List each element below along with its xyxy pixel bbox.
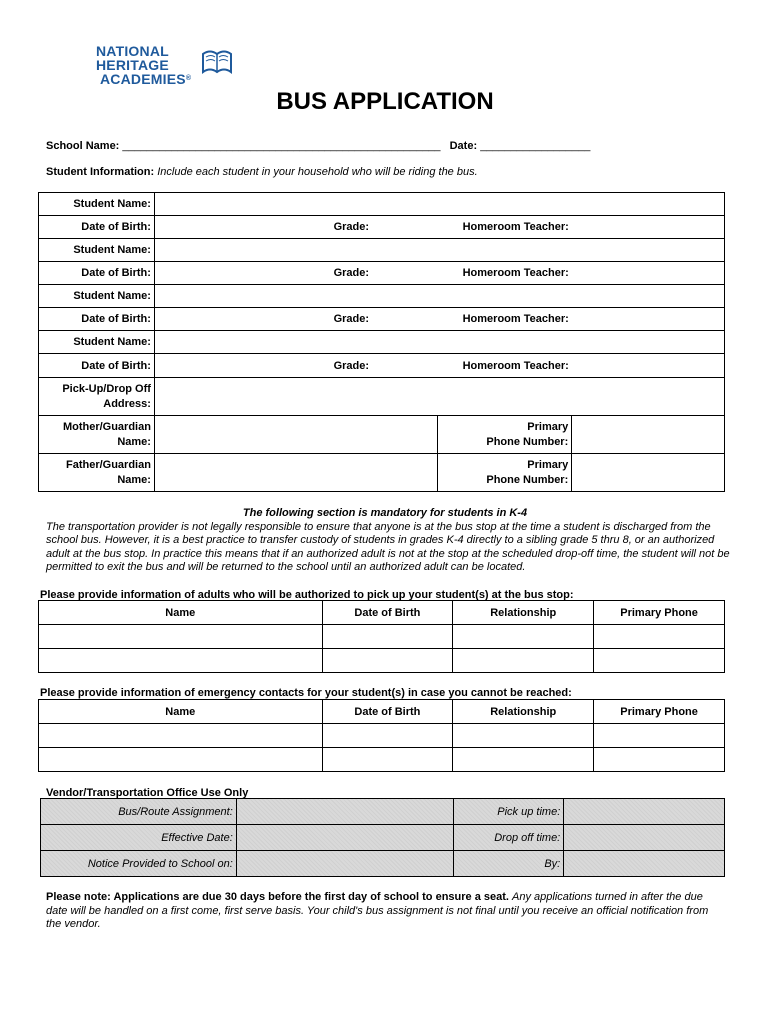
dob-input[interactable] — [154, 308, 314, 331]
mother-phone-label: Primary Phone Number: — [438, 416, 572, 454]
student-name-label: Student Name: — [39, 331, 155, 354]
logo-text — [96, 44, 191, 86]
pickup-input[interactable] — [564, 799, 725, 825]
student-info-label: Student Information: — [46, 166, 155, 178]
school-line — [46, 140, 590, 152]
teacher-input[interactable] — [572, 354, 725, 378]
grade-input[interactable] — [372, 262, 438, 285]
father-row — [39, 454, 725, 492]
phone-cell[interactable] — [594, 625, 725, 649]
date-field[interactable]: __________________ — [480, 140, 591, 152]
teacher-input[interactable] — [572, 216, 725, 239]
table-header-row — [39, 700, 725, 724]
route-input[interactable] — [236, 799, 454, 825]
teacher-label: Homeroom Teacher: — [438, 216, 572, 239]
dob-label: Date of Birth: — [39, 262, 155, 285]
mother-label: Mother/Guardian Name: — [39, 416, 155, 454]
by-input[interactable] — [564, 851, 725, 877]
mother-phone-input[interactable] — [572, 416, 725, 454]
student-name-input[interactable] — [154, 285, 724, 308]
logo-line-3: ACADEMIES® — [100, 71, 192, 87]
father-phone-input[interactable] — [572, 454, 725, 492]
relationship-cell[interactable] — [453, 649, 594, 673]
teacher-label: Homeroom Teacher: — [438, 354, 572, 378]
relationship-cell[interactable] — [453, 748, 594, 772]
relationship-cell[interactable] — [453, 724, 594, 748]
phone-cell[interactable] — [594, 724, 725, 748]
name-cell[interactable] — [39, 625, 323, 649]
table-header-row — [39, 601, 725, 625]
relationship-cell[interactable] — [453, 625, 594, 649]
mandatory-body: The transportation provider is not legally responsible to ensure that anyone is at the bus stop at the time a student is discharged from the school bus. However, it is a best practice to transfer custody of students in grades K-4 directly to a sibling grade 5 thru 8, or an authorized adult at the bus stop. In practice this means that if an authorized adult is not at the stop at the scheduled drop-off time, the student will not be permitted to exit the bus and will be returned to the school until an authorized adult can be located. — [46, 520, 730, 573]
dropoff-label: Drop off time: — [454, 825, 564, 851]
teacher-label: Homeroom Teacher: — [438, 262, 572, 285]
school-name-field[interactable]: ____________________________________________________ — [122, 140, 441, 152]
col-name: Name — [39, 700, 323, 724]
col-dob: Date of Birth — [322, 700, 453, 724]
due-date-note — [46, 891, 718, 932]
by-label: By: — [454, 851, 564, 877]
phone-cell[interactable] — [594, 649, 725, 673]
grade-input[interactable] — [372, 216, 438, 239]
pickup-label: Pick up time: — [454, 799, 564, 825]
dob-input[interactable] — [154, 262, 314, 285]
student-dob-row — [39, 262, 725, 285]
table-row — [39, 724, 725, 748]
col-relationship: Relationship — [453, 601, 594, 625]
vendor-row — [41, 825, 725, 851]
logo-line-2: HERITAGE — [96, 57, 169, 73]
student-name-row — [39, 331, 725, 354]
dob-cell[interactable] — [322, 649, 453, 673]
student-table — [38, 192, 725, 492]
dob-cell[interactable] — [322, 724, 453, 748]
student-name-input[interactable] — [154, 331, 724, 354]
page-title: BUS APPLICATION — [276, 88, 494, 115]
grade-label: Grade: — [314, 354, 372, 378]
vendor-table — [40, 798, 725, 877]
notice-input[interactable] — [236, 851, 454, 877]
student-name-label: Student Name: — [39, 239, 155, 262]
col-phone: Primary Phone — [594, 700, 725, 724]
date-label: Date: — [449, 140, 478, 152]
student-dob-row — [39, 354, 725, 378]
dob-label: Date of Birth: — [39, 354, 155, 378]
mother-name-input[interactable] — [154, 416, 437, 454]
father-label: Father/Guardian Name: — [39, 454, 155, 492]
col-dob: Date of Birth — [322, 601, 453, 625]
school-name-label: School Name: — [46, 140, 120, 152]
student-dob-row — [39, 216, 725, 239]
student-info-line — [46, 166, 478, 178]
phone-cell[interactable] — [594, 748, 725, 772]
col-phone: Primary Phone — [594, 601, 725, 625]
father-name-input[interactable] — [154, 454, 437, 492]
table-row — [39, 748, 725, 772]
grade-input[interactable] — [372, 308, 438, 331]
student-name-label: Student Name: — [39, 285, 155, 308]
col-relationship: Relationship — [453, 700, 594, 724]
authorized-label: Please provide information of adults who will be authorized to pick up your student(s) at the bus stop: — [40, 589, 574, 601]
dob-input[interactable] — [154, 354, 314, 378]
emergency-label: Please provide information of emergency contacts for your student(s) in case you cannot be reached: — [40, 687, 572, 699]
address-label: Pick-Up/Drop Off Address: — [39, 378, 155, 416]
name-cell[interactable] — [39, 748, 323, 772]
grade-label: Grade: — [314, 262, 372, 285]
teacher-label: Homeroom Teacher: — [438, 308, 572, 331]
student-name-row — [39, 193, 725, 216]
name-cell[interactable] — [39, 649, 323, 673]
col-name: Name — [39, 601, 323, 625]
logo — [96, 44, 236, 92]
father-phone-label: Primary Phone Number: — [438, 454, 572, 492]
dob-label: Date of Birth: — [39, 216, 155, 239]
authorized-table — [38, 600, 725, 673]
teacher-input[interactable] — [572, 308, 725, 331]
mandatory-heading: The following section is mandatory for students in K-4 — [242, 507, 528, 519]
mandatory-section — [40, 507, 730, 575]
table-row — [39, 649, 725, 673]
dob-label: Date of Birth: — [39, 308, 155, 331]
student-info-note: Include each student in your household who will be riding the bus. — [157, 166, 478, 178]
route-label: Bus/Route Assignment: — [41, 799, 237, 825]
note-bold: Please note: Applications are due 30 days before the first day of school to ensure a seat. — [46, 891, 509, 903]
vendor-row — [41, 851, 725, 877]
notice-label: Notice Provided to School on: — [41, 851, 237, 877]
emergency-table — [38, 699, 725, 772]
book-icon — [201, 46, 233, 76]
dropoff-input[interactable] — [564, 825, 725, 851]
address-input[interactable] — [154, 378, 724, 416]
address-row — [39, 378, 725, 416]
table-row — [39, 625, 725, 649]
effective-input[interactable] — [236, 825, 454, 851]
note-italic: Any applications turned in after the due date will be handled on a first come, first serve basis. Your child's bus assignment is not final until you receive an official notification from the vendor. — [46, 891, 709, 930]
mother-row — [39, 416, 725, 454]
vendor-row — [41, 799, 725, 825]
dob-input[interactable] — [154, 216, 314, 239]
logo-line-1: NATIONAL — [96, 43, 169, 59]
vendor-label: Vendor/Transportation Office Use Only — [46, 787, 249, 799]
dob-cell[interactable] — [322, 748, 453, 772]
grade-input[interactable] — [372, 354, 438, 378]
name-cell[interactable] — [39, 724, 323, 748]
student-dob-row — [39, 308, 725, 331]
effective-label: Effective Date: — [41, 825, 237, 851]
grade-label: Grade: — [314, 308, 372, 331]
dob-cell[interactable] — [322, 625, 453, 649]
teacher-input[interactable] — [572, 262, 725, 285]
student-name-input[interactable] — [154, 193, 724, 216]
grade-label: Grade: — [314, 216, 372, 239]
student-name-row — [39, 239, 725, 262]
student-name-row — [39, 285, 725, 308]
student-name-label: Student Name: — [39, 193, 155, 216]
student-name-input[interactable] — [154, 239, 724, 262]
